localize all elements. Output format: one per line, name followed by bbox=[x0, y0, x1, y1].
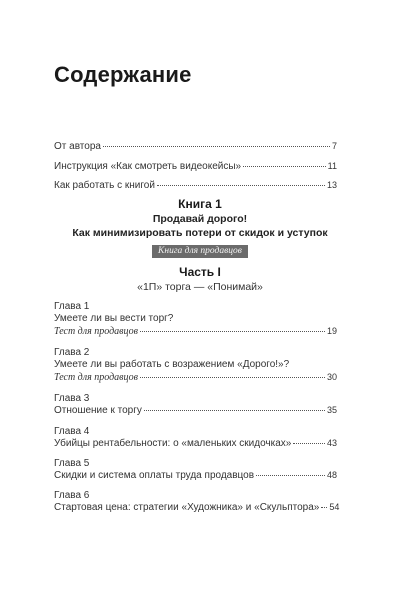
toc-page-number: 7 bbox=[331, 141, 337, 151]
toc-page-number: 13 bbox=[326, 180, 337, 190]
page-title: Содержание bbox=[54, 62, 192, 87]
toc-entry-video-instructions[interactable] bbox=[54, 161, 337, 172]
toc-entry-chapter6[interactable] bbox=[54, 502, 340, 513]
toc-page-number: 48 bbox=[326, 470, 337, 480]
toc-page-number: 30 bbox=[326, 372, 337, 382]
dot-leader bbox=[256, 475, 325, 476]
chapter-title: Скидки и система оплаты труда продавцов bbox=[54, 470, 255, 481]
book-subtitle-line1: Продавай дорого! bbox=[152, 213, 248, 225]
toc-page-number: 54 bbox=[329, 502, 340, 512]
dot-leader bbox=[321, 507, 327, 508]
part-subtitle: «1П» торга — «Понимай» bbox=[137, 281, 263, 293]
chapter-title: Стартовая цена: стратегии «Художника» и «Скульптора» bbox=[54, 502, 320, 513]
dot-leader bbox=[157, 185, 325, 186]
toc-entry-chapter1-test[interactable] bbox=[54, 326, 337, 337]
toc-entry-how-to-work[interactable] bbox=[54, 180, 337, 191]
dot-leader bbox=[103, 146, 330, 147]
toc-entry-chapter5[interactable] bbox=[54, 470, 337, 481]
chapter-title: Отношение к торгу bbox=[54, 405, 142, 416]
chapter-label: Глава 3 bbox=[54, 393, 90, 404]
toc-page-number: 35 bbox=[326, 405, 337, 415]
toc-entry-author[interactable] bbox=[54, 141, 337, 152]
chapter-title[interactable]: Умеете ли вы работать с возражением «Дорого!»? bbox=[54, 359, 290, 370]
book-title: Книга 1 bbox=[178, 197, 222, 211]
audience-badge: Книга для продавцов bbox=[152, 245, 248, 258]
dot-leader bbox=[243, 166, 326, 167]
chapter-label: Глава 1 bbox=[54, 301, 90, 312]
dot-leader bbox=[140, 331, 325, 332]
toc-entry-chapter4[interactable] bbox=[54, 438, 337, 449]
chapter-label: Глава 6 bbox=[54, 490, 90, 501]
toc-entry-label: От автора bbox=[54, 141, 101, 152]
toc-page-number: 19 bbox=[326, 326, 337, 336]
toc-entry-chapter2-test[interactable] bbox=[54, 372, 337, 383]
dot-leader bbox=[144, 410, 325, 411]
chapter-label: Глава 4 bbox=[54, 426, 90, 437]
toc-page-number: 43 bbox=[326, 438, 337, 448]
audience-badge-wrap bbox=[0, 240, 400, 258]
toc-entry-label: Как работать с книгой bbox=[54, 180, 155, 191]
toc-entry-chapter3[interactable] bbox=[54, 405, 337, 416]
dot-leader bbox=[293, 443, 325, 444]
test-label: Тест для продавцов bbox=[54, 326, 138, 337]
book-subtitle-line2: Как минимизировать потери от скидок и уступок bbox=[72, 227, 328, 239]
dot-leader bbox=[140, 377, 325, 378]
chapter-label: Глава 5 bbox=[54, 458, 90, 469]
toc-page-number: 11 bbox=[327, 161, 337, 171]
test-label: Тест для продавцов bbox=[54, 372, 138, 383]
chapter-label: Глава 2 bbox=[54, 347, 90, 358]
chapter-title[interactable]: Умеете ли вы вести торг? bbox=[54, 313, 174, 324]
toc-entry-label: Инструкция «Как смотреть видеокейсы» bbox=[54, 161, 242, 172]
chapter-title: Убийцы рентабельности: о «маленьких скидочках» bbox=[54, 438, 292, 449]
part-title: Часть I bbox=[179, 265, 221, 279]
